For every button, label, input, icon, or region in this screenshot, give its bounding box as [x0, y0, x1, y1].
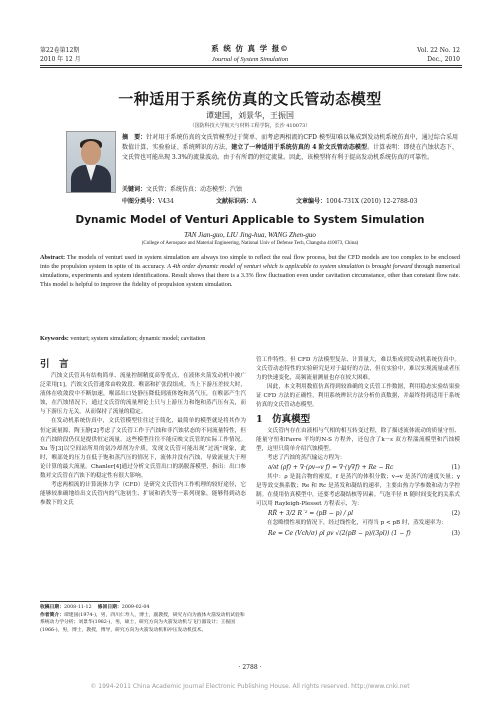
- right-paragraph: 因此，本文利用数值仿真得到较准确的文氏管工作数据，利用稳态实验结果验证 CFD 方法的正确性，利用系统辨识方法分析仿真数据，并最终得到适用于系统仿真的文氏管动态模型。: [256, 384, 460, 409]
- equation-3-body: Re = Ce (Vch/σ) ρl ρv √(2(pB − p)/(3ρl)) (1 − f): [268, 529, 411, 537]
- equation-3-number: (3): [451, 529, 460, 537]
- doc-code-label: 文献标识码：: [216, 198, 253, 205]
- intro-paragraph: 在发动机系统仿真中，文氏管模型往往过于简化，最简单的模型就是将其作为恒定流量源，陶玉静[2]考虑了文氏管工作于汽蚀和非汽蚀状态的不同流量特性，但在汽蚀阶段仍仅是提供恒定流量。这些模型往往不能反映文氏管的实际工作情况。Xu 等[3]以空间站所用的氨冷却剂为介质，发现文氏管可能出现“过流”现象，此时，喉部处的压力在低于饱和蒸汽压的情况下，流体并没有汽蚀，导致流量大于理论计算的最大流量。Chanler[4]通过分析文氏管出口的涡脱落模型，指出：出口参数对文氏管在汽蚀下的稳定性有很大影响。: [40, 418, 246, 480]
- article-number-label: 文章编号：: [296, 198, 327, 205]
- abstract-cn: [122, 133, 458, 163]
- intro-paragraph: 考虑两相流的计算流体力学（CFD）是研究文氏管内工作机理的较好途径，它能够较准确地给出文氏管内的气泡初生、扩展和消失等一系列现象，能够得到动态参数下的文氏: [40, 482, 246, 507]
- keywords-en: [40, 334, 460, 343]
- footnote-rule: [40, 601, 120, 602]
- equation-3: [256, 529, 460, 539]
- date-cn: 2010 年 12 月: [40, 56, 81, 63]
- equation-2-number: (2): [451, 510, 460, 518]
- equation-1-number: (1): [451, 464, 460, 472]
- right-paragraph: 管工作特性。但 CFD 方法模型复杂、计算量大，难以集成到发动机系统仿真中。文氏管动态特性的实验研究是对于最好的方法，但在实验中，难以实现流量或者压力的快速变化，高频流量测量也存在较大困难。: [256, 357, 460, 382]
- author-bio: 谭建国(1974-)，男，四川仁寿人，博士，副教授，研究方向为液体火箭发动机试验和系统动力学分析；刘景华(1982-)，男，硕士，研究方向为火箭发动机与飞行器设计；王振国(1966-)，男，博士，教授，博导，研究方向为火箭发动机和冲压发动机技术。: [40, 612, 245, 633]
- right-paragraph: 在忽略惯性项的情况下，经过线性化，可得当 p < pB 时，蒸发速率为：: [267, 520, 447, 527]
- abstract-cn-text: 针对用于系统仿真的文氏管模型过于简单、而考虑两相流的CFD 模型却难以集成到发动机系统仿真中，通过综合采用数值计算、实验验证、系统辨识的方法，: [122, 134, 458, 151]
- author-photo: [66, 131, 116, 193]
- right-paragraph: 其中：ρ 是混合物的密度，f 是蒸汽的体积分数；v→v 是蒸汽的速度矢量；γ 是等效交换系数；Re 和 Rc 是蒸发和凝结的速率，主要由热力学参数和动力学控制。在使用仿真模型中，还要考虑凝结核等因素。气泡半径 R 随时间变化的关系式可以用 Rayleigh-Plesset 方程表示，为：: [256, 474, 460, 508]
- volume-issue-en: Vol. 22 No. 12: [417, 47, 460, 54]
- journal-name-en: Journal of System Simulation: [211, 56, 289, 63]
- abstract-cn-text2: 。计算表明：即使在汽蚀状态下，文氏管也可能出现 3.3%的流量波动。由于有所谓的恒定流量。因此，该模型将有利于提高发动机系统仿真的可靠性。: [122, 144, 458, 161]
- paper-title-en: Dynamic Model of Venturi Applicable to System Simulation: [75, 214, 425, 226]
- classification-line: [122, 197, 458, 206]
- volume-issue-cn: 第22卷第12期: [40, 47, 80, 54]
- equation-2-body: RR̈ + 3/2 R˙² = (pB − p) / ρl: [268, 510, 354, 518]
- equation-2: [256, 509, 460, 519]
- footnote: [40, 604, 246, 634]
- abstract-en-highlight: A 4th order dynamic model of venturi which is applicable to system simulation is brought forward: [165, 263, 413, 270]
- keywords-cn: [122, 185, 458, 194]
- keywords-en-text: venturi; system simulation; dynamic model; cavitation: [68, 335, 206, 342]
- article-number-value: 1004-731X (2010) 12-2788-03: [326, 198, 418, 205]
- intro-body: [40, 372, 246, 508]
- paper-title-cn: 一种适用于系统仿真的文氏管动态模型: [118, 90, 382, 108]
- page-number: · 2788 ·: [238, 664, 262, 671]
- doc-code-value: A: [252, 198, 257, 205]
- equation-1-body: ∂/∂t (ρf) + ∇·(ρv→v f) = ∇·(γ∇f) + Re − Rc: [268, 464, 394, 472]
- keywords-en-label: Keywords:: [40, 335, 69, 342]
- intro-heading: 引 言: [40, 359, 69, 370]
- right-column: [256, 356, 460, 539]
- keywords-cn-label: 关键词：: [122, 186, 147, 193]
- received-date: 2008-11-12: [64, 605, 92, 610]
- right-paragraph: 文氏管内存在由液相与气相的相互转变过程，除了描述流体流动的质量守恒、能量守恒和Favre 平均的N-S 方程外，还包含了k－ε 双方程湍流模型和汽蚀模型，这里只简单介绍汽蚀模型。: [256, 427, 460, 452]
- author-bio-label: 作者简介：: [40, 611, 64, 618]
- keywords-cn-text: 文氏管；系统仿真；动态模型；汽蚀: [146, 186, 243, 193]
- intro-paragraph: 汽蚀文氏管具有结构简单、流量控制精度高等优点，在液体火箭发动机中被广泛采用[1]。汽蚀文氏管通常由收敛段、喉部和扩张段组成。当上下游压差较大时，液体在收敛段中不断加速，喉部出口处静压降低到液体饱和蒸气压，在喉部产生汽蚀，在汽蚀情况下，通过文氏管的流量理论上只与上游压力和饱和蒸汽压有关，而与下游压力无关，从而保持了流量的稳定。: [40, 373, 246, 416]
- abstract-cn-label: 摘 要：: [122, 134, 147, 141]
- abstract-cn-highlight: 建立了一种适用于系统仿真的 4 阶文氏管动态模型: [231, 144, 368, 151]
- abstract-en: [40, 253, 460, 289]
- revised-date: 2009-02-04: [121, 605, 150, 610]
- header-rule-thin: [40, 67, 462, 68]
- clc-value: V434: [158, 198, 174, 205]
- equation-1: [256, 463, 460, 473]
- abstract-en-text: The models of venturi used in system simulation are always too simple to reflect the real flow process, but the CFD models are too complex to be enclosed into the propulsion system in spite of its accuracy.: [40, 254, 460, 270]
- header-rule: [40, 65, 462, 66]
- authors-cn: 谭建国，刘景华，王振国: [206, 111, 294, 120]
- received-label: 收稿日期：: [40, 604, 64, 610]
- journal-name-cn: 系 统 仿 真 学 报©: [211, 44, 289, 53]
- revised-label: 修回日期：: [97, 604, 122, 610]
- date-en: Dec., 2010: [427, 56, 460, 63]
- section-1-heading: 1 仿真模型: [256, 413, 311, 425]
- copyright-notice: © 1994-2011 China Academic Journal Electronic Publishing House. All rights reserved. http://www.cnki.net: [90, 683, 410, 690]
- authors-en: TAN Jian-guo, LIU Jing-hua, WANG Zhen-guo: [184, 231, 316, 239]
- abstract-en-text2: through numerical simulations, experiments and system identifications. Result shows that there is a 3.3% flow fluctuation even under cavitation circumstance, other than constant flow rate. This model is helpful to improve the fidelity of propulsion system simulation.: [40, 263, 460, 288]
- affiliation-cn: （国防科技大学航天与材料工程学院，长沙 410073）: [189, 123, 311, 129]
- right-paragraph: 考虑了汽蚀的蒸汽输运方程为：: [267, 454, 346, 461]
- abstract-en-label: Abstract:: [40, 254, 66, 261]
- affiliation-en: (College of Aerospace and Material Engineering, National Univ of Defense Tech, Changsha 410073, China): [141, 241, 359, 246]
- clc-label: 中图分类号：: [122, 198, 159, 205]
